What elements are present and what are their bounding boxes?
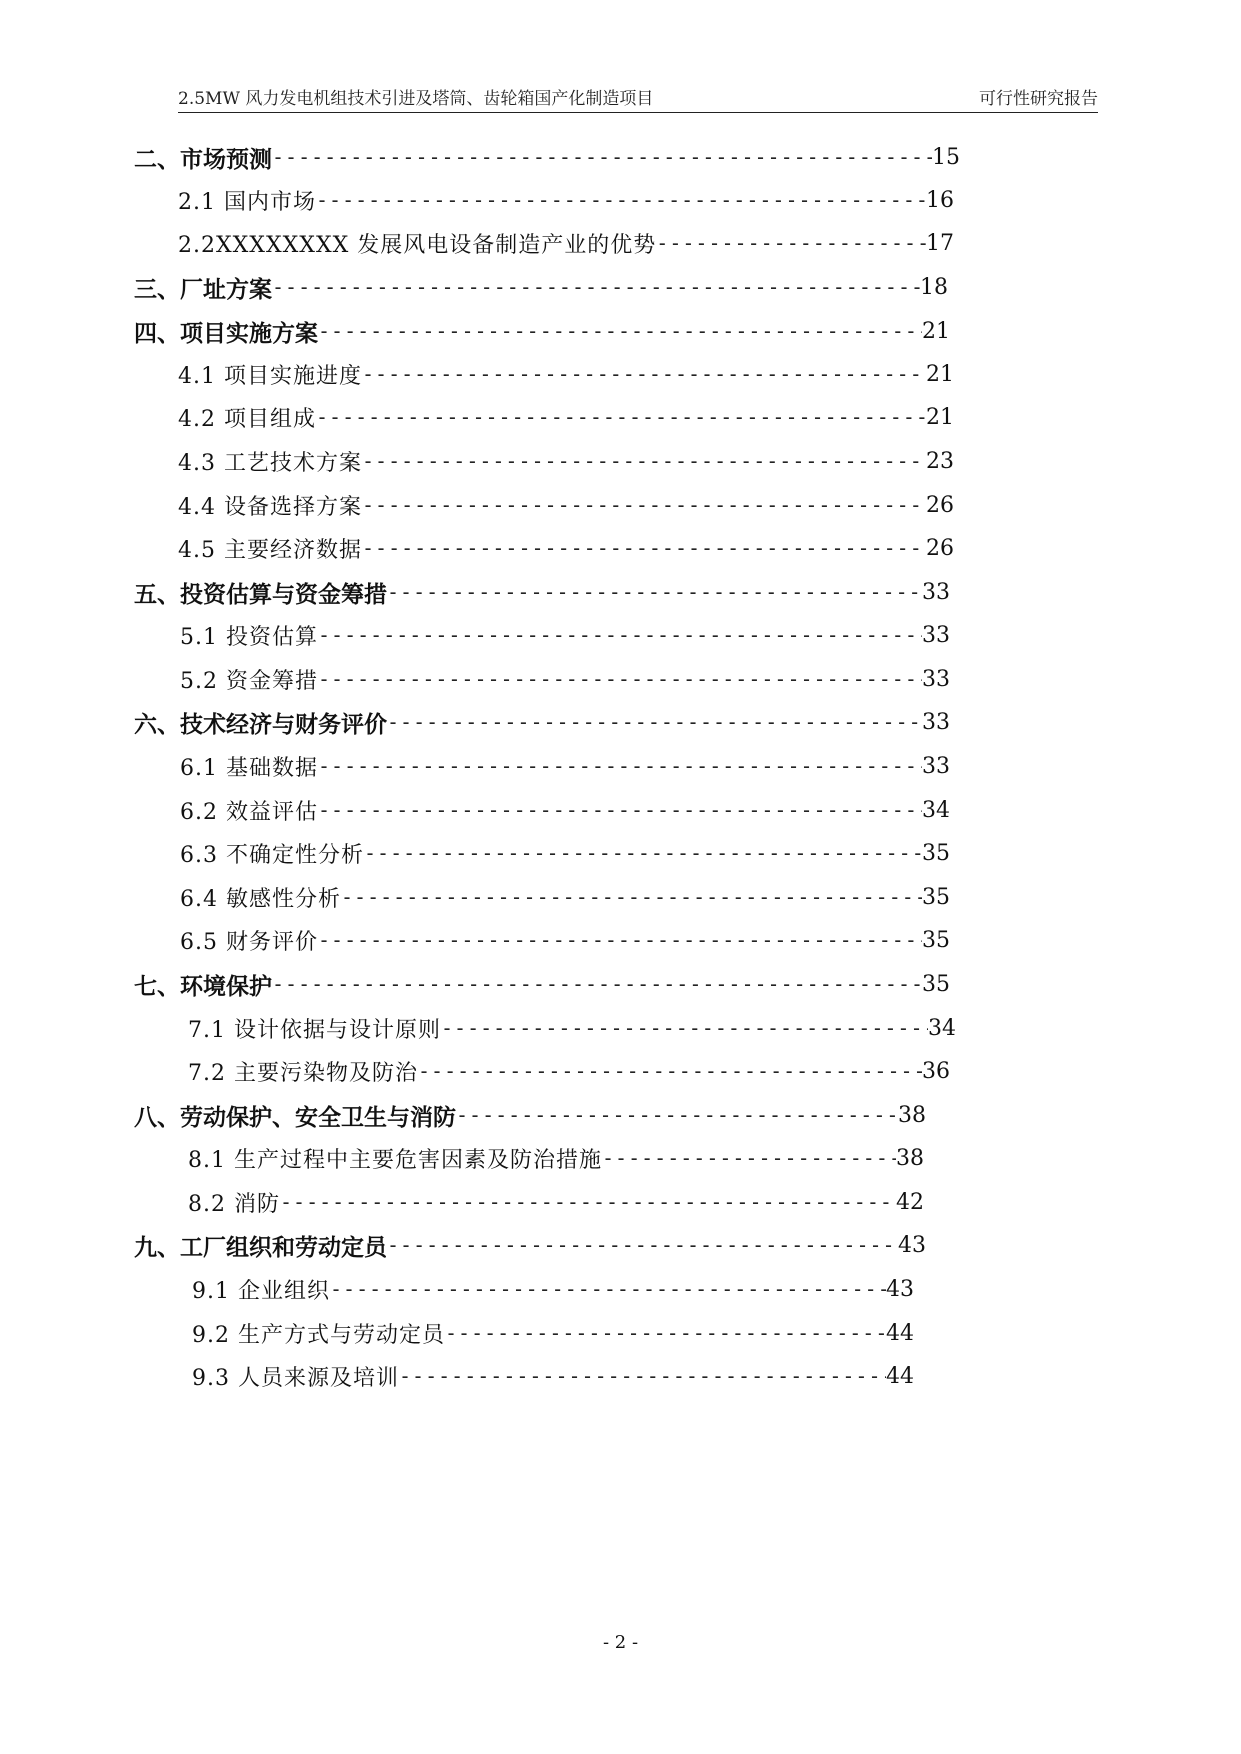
toc-entry-page: 34: [922, 797, 950, 823]
toc-entry[interactable]: [180, 795, 950, 825]
toc-entry[interactable]: [178, 228, 954, 258]
toc-entry-page: 15: [932, 144, 960, 170]
toc-leader: [318, 754, 922, 778]
toc-entry-page: 26: [926, 492, 954, 518]
toc-entry-page: 17: [926, 230, 954, 256]
toc-entry-page: 44: [886, 1363, 914, 1389]
toc-entry[interactable]: [188, 1013, 956, 1043]
toc-entry-page: 33: [922, 666, 950, 692]
toc-entry-page: 34: [928, 1015, 956, 1041]
toc-leader: [316, 405, 926, 429]
toc-entry-page: 33: [922, 753, 950, 779]
toc-entry[interactable]: [134, 707, 950, 737]
toc-entry-label: 四、项目实施方案: [134, 320, 318, 347]
toc-leader: [387, 710, 922, 734]
toc-entry[interactable]: [192, 1361, 914, 1391]
toc-entry[interactable]: [180, 882, 950, 912]
toc-entry-page: 35: [922, 840, 950, 866]
toc-leader: [280, 1190, 896, 1214]
toc-entry-page: 42: [896, 1189, 924, 1215]
toc-leader: [418, 1059, 922, 1083]
toc-entry[interactable]: [188, 1056, 950, 1086]
toc-leader: [318, 798, 922, 822]
toc-entry[interactable]: [134, 316, 950, 346]
toc-entry-page: 35: [922, 927, 950, 953]
toc-leader: [602, 1146, 896, 1170]
toc-entry-label: 4.3 工艺技术方案: [178, 450, 362, 476]
toc-entry[interactable]: [180, 620, 950, 650]
toc-entry[interactable]: [180, 751, 950, 781]
toc-entry-label: 2.1 国内市场: [178, 189, 316, 215]
toc-leader: [272, 275, 920, 299]
toc-entry[interactable]: [178, 359, 954, 389]
toc-entry[interactable]: [192, 1274, 914, 1304]
toc-leader: [445, 1321, 886, 1345]
toc-entry-label: 6.3 不确定性分析: [180, 842, 364, 868]
toc-entry-page: 21: [922, 318, 950, 344]
toc-entry-label: 三、厂址方案: [134, 276, 272, 303]
toc-leader: [318, 667, 922, 691]
toc-entry-page: 23: [926, 448, 954, 474]
toc-entry[interactable]: [180, 838, 950, 868]
toc-leader: [364, 841, 922, 865]
toc-entry-label: 9.3 人员来源及培训: [192, 1365, 399, 1391]
toc-leader: [272, 145, 932, 169]
toc-entry-page: 33: [922, 622, 950, 648]
toc-entry-label: 九、工厂组织和劳动定员: [134, 1234, 387, 1261]
toc-leader: [362, 536, 926, 560]
toc-entry-page: 38: [898, 1102, 926, 1128]
toc-entry-label: 6.5 财务评价: [180, 929, 318, 955]
toc-entry-label: 二、市场预测: [134, 146, 272, 173]
toc-entry-page: 35: [922, 884, 950, 910]
toc-entry-page: 43: [898, 1232, 926, 1258]
toc-entry-label: 5.1 投资估算: [180, 624, 318, 650]
toc-entry-label: 4.4 设备选择方案: [178, 494, 362, 520]
toc-leader: [330, 1277, 886, 1301]
toc-entry-label: 六、技术经济与财务评价: [134, 711, 387, 738]
toc-entry[interactable]: [134, 969, 950, 999]
toc-entry-page: 43: [886, 1276, 914, 1302]
toc-leader: [341, 885, 922, 909]
toc-entry-label: 4.5 主要经济数据: [178, 537, 362, 563]
toc-entry-label: 8.2 消防: [188, 1191, 280, 1217]
toc-leader: [362, 362, 926, 386]
toc-entry[interactable]: [188, 1143, 924, 1173]
toc-entry[interactable]: [134, 142, 960, 172]
toc-entry-label: 7.2 主要污染物及防治: [188, 1060, 418, 1086]
toc-entry-label: 6.1 基础数据: [180, 755, 318, 781]
toc-entry-label: 五、投资估算与资金筹措: [134, 581, 387, 608]
toc-entry-label: 八、劳动保护、安全卫生与消防: [134, 1104, 456, 1131]
toc-leader: [399, 1364, 886, 1388]
toc-entry-page: 35: [922, 971, 950, 997]
toc-leader: [272, 972, 922, 996]
toc-entry-page: 33: [922, 709, 950, 735]
toc-entry-page: 44: [886, 1320, 914, 1346]
toc-entry-page: 18: [920, 274, 948, 300]
toc-entry-label: 9.1 企业组织: [192, 1278, 330, 1304]
toc-leader: [441, 1016, 928, 1040]
toc-entry[interactable]: [180, 664, 950, 694]
toc-entry-label: 8.1 生产过程中主要危害因素及防治措施: [188, 1147, 602, 1173]
toc-entry[interactable]: [134, 272, 948, 302]
toc-entry-label: 9.2 生产方式与劳动定员: [192, 1322, 445, 1348]
toc-leader: [318, 623, 922, 647]
toc-entry-page: 33: [922, 579, 950, 605]
toc-leader: [318, 928, 922, 952]
header-document-type: 可行性研究报告: [979, 89, 1098, 109]
toc-entry[interactable]: [188, 1187, 924, 1217]
header-project-title: 2.5MW 风力发电机组技术引进及塔筒、齿轮箱国产化制造项目: [178, 89, 654, 109]
toc-entry[interactable]: [192, 1318, 914, 1348]
toc-entry-label: 7.1 设计依据与设计原则: [188, 1017, 441, 1043]
toc-entry[interactable]: [134, 577, 950, 607]
toc-entry-page: 36: [922, 1058, 950, 1084]
toc-entry-page: 16: [926, 187, 954, 213]
toc-entry-label: 4.1 项目实施进度: [178, 363, 362, 389]
toc-entry[interactable]: [178, 185, 954, 215]
toc-entry-page: 21: [926, 361, 954, 387]
toc-leader: [318, 319, 922, 343]
toc-entry-label: 4.2 项目组成: [178, 406, 316, 432]
toc-entry-label: 5.2 资金筹措: [180, 668, 318, 694]
toc-leader: [387, 1233, 898, 1257]
toc-entry-label: 2.2XXXXXXXX 发展风电设备制造产业的优势: [178, 232, 657, 258]
toc-entry[interactable]: [178, 446, 954, 476]
toc-entry[interactable]: [178, 533, 954, 563]
toc-leader: [387, 580, 922, 604]
toc-leader: [316, 188, 926, 212]
toc-entry-page: 21: [926, 404, 954, 430]
toc-entry-page: 26: [926, 535, 954, 561]
toc-entry[interactable]: [178, 402, 954, 432]
toc-entry-label: 6.4 敏感性分析: [180, 886, 341, 912]
toc-entry[interactable]: [178, 490, 954, 520]
toc-entry[interactable]: [134, 1230, 926, 1260]
toc-leader: [656, 231, 926, 255]
toc-entry-page: 38: [896, 1145, 924, 1171]
toc-entry-label: 七、环境保护: [134, 973, 272, 1000]
toc-entry[interactable]: [180, 925, 950, 955]
toc-leader: [362, 449, 926, 473]
toc-leader: [456, 1103, 898, 1127]
page-number: - 2 -: [602, 1632, 639, 1653]
toc-leader: [362, 493, 926, 517]
toc-entry[interactable]: [134, 1100, 926, 1130]
toc-entry-label: 6.2 效益评估: [180, 799, 318, 825]
